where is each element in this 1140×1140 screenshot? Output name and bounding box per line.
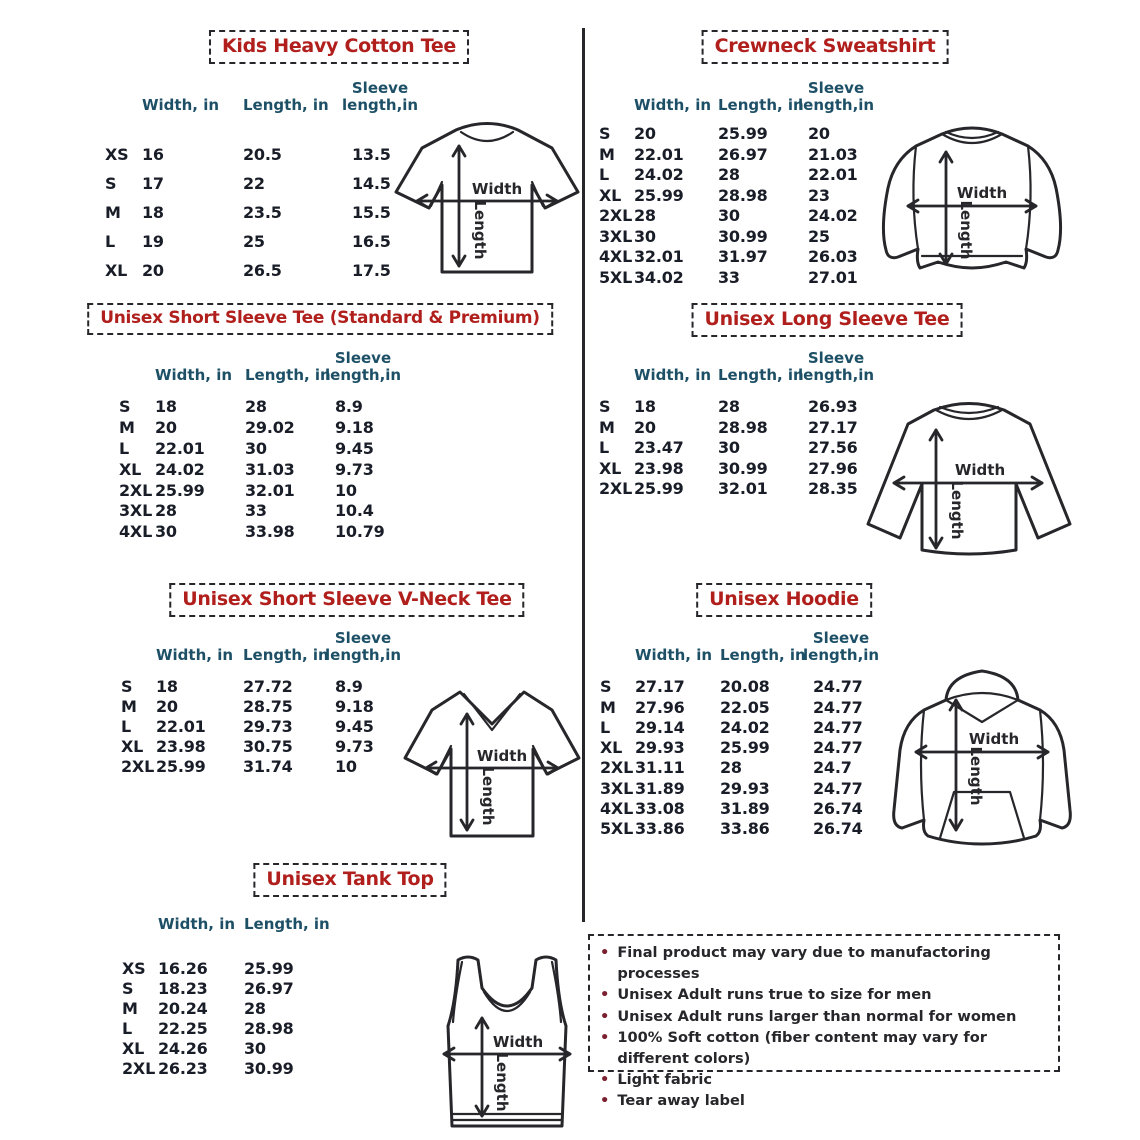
size-label-cell: S — [105, 173, 117, 193]
measurement-cell: 22 — [243, 173, 265, 193]
length-arrow-label: Length — [967, 746, 985, 806]
measurement-cell: 31.74 — [243, 757, 293, 777]
measurement-cell: 31.03 — [245, 459, 295, 479]
measurement-cell: 24.26 — [158, 1039, 208, 1059]
size-table-tank-top — [122, 916, 344, 1079]
measurement-cell: 30 — [634, 226, 656, 246]
measurement-cell: 33.98 — [245, 522, 295, 542]
size-label-cell: M — [122, 999, 138, 1019]
measurement-cell: 24.77 — [813, 738, 863, 758]
measurement-cell: 16.5 — [352, 231, 391, 251]
size-label-cell: XL — [600, 738, 623, 758]
hoodie-illustration — [882, 662, 1082, 858]
measurement-cell: 31.89 — [720, 799, 770, 819]
column-header: Width, in — [156, 645, 234, 664]
measurement-cell: 20 — [808, 124, 830, 144]
size-label-cell: M — [121, 697, 137, 717]
section-title-crewneck: Crewneck Sweatshirt — [702, 30, 949, 64]
column-header: Sleeve length,in — [798, 79, 875, 114]
measurement-cell: 30.99 — [718, 226, 768, 246]
measurement-cell: 9.73 — [335, 459, 374, 479]
size-label-cell: M — [105, 202, 121, 222]
measurement-cell: 8.9 — [335, 677, 363, 697]
note-text: Unisex Adult runs larger than normal for women — [617, 1007, 1017, 1025]
column-header: Length, in — [243, 95, 329, 114]
table-body — [121, 677, 415, 777]
size-label-cell: XL — [122, 1039, 145, 1059]
measurement-cell: 22.01 — [808, 165, 858, 185]
measurement-cell: 25.99 — [156, 757, 206, 777]
section-title-hoodie: Unisex Hoodie — [696, 583, 872, 617]
size-label-cell: 4XL — [119, 522, 153, 542]
size-label-cell: M — [599, 144, 615, 164]
measurement-cell: 26.74 — [813, 799, 863, 819]
measurement-cell: 33.86 — [720, 819, 770, 839]
column-header: Width, in — [634, 365, 712, 384]
length-arrow-label: Length — [471, 200, 489, 260]
measurement-cell: 9.73 — [335, 737, 374, 757]
measurement-cell: 22.01 — [634, 144, 684, 164]
size-label-cell: L — [119, 439, 129, 459]
size-label-cell: S — [119, 397, 131, 417]
length-arrow-label: Length — [957, 200, 975, 260]
table-header-row — [122, 916, 344, 933]
measurement-cell: 18 — [142, 202, 164, 222]
size-table-long-sleeve-tee — [599, 350, 888, 499]
measurement-cell: 28.75 — [243, 697, 293, 717]
size-label-cell: L — [599, 165, 609, 185]
measurement-cell: 28 — [720, 758, 742, 778]
size-label-cell: 2XL — [121, 757, 155, 777]
section-title-kids-tee: Kids Heavy Cotton Tee — [209, 30, 469, 64]
size-label-cell: XL — [105, 260, 128, 280]
size-label-cell: 2XL — [599, 206, 633, 226]
measurement-cell: 20 — [142, 260, 164, 280]
size-table-kids-tee — [105, 80, 436, 285]
section-title-tank-top: Unisex Tank Top — [253, 863, 446, 897]
measurement-cell: 22.01 — [155, 439, 205, 459]
measurement-cell: 20.24 — [158, 999, 208, 1019]
measurement-cell: 27.56 — [808, 438, 858, 458]
note-text: Tear away label — [617, 1092, 745, 1110]
note-text: Final product may vary due to manufactoring processes — [617, 944, 991, 983]
bullet-icon: • — [600, 1007, 610, 1025]
size-label-cell: S — [600, 677, 612, 697]
kids-tee-illustration — [390, 108, 585, 293]
column-header: Sleeve length,in — [342, 79, 419, 114]
note-item — [600, 1027, 1048, 1069]
size-label-cell: 3XL — [600, 778, 634, 798]
measurement-cell: 24.02 — [808, 206, 858, 226]
measurement-cell: 24.02 — [634, 165, 684, 185]
column-header: Width, in — [142, 95, 220, 114]
table-header-row — [105, 80, 436, 114]
section-title-short-sleeve-tee: Unisex Short Sleeve Tee (Standard & Premium) — [87, 303, 553, 335]
long-sleeve-tee-illustration — [860, 390, 1078, 572]
measurement-cell: 30 — [718, 438, 740, 458]
note-text: Light fabric — [617, 1071, 713, 1089]
measurement-cell: 17.5 — [352, 260, 391, 280]
measurement-cell: 27.17 — [808, 417, 858, 437]
note-item — [600, 1006, 1048, 1027]
measurement-cell: 9.45 — [335, 439, 374, 459]
bullet-icon: • — [600, 944, 610, 961]
measurement-cell: 20 — [155, 418, 177, 438]
table-body — [122, 959, 344, 1079]
width-arrow-label: Width — [471, 180, 523, 198]
measurement-cell: 24.77 — [813, 677, 863, 697]
size-label-cell: 3XL — [599, 226, 633, 246]
size-table-vneck-tee — [121, 630, 415, 777]
length-arrow-label: Length — [948, 480, 966, 540]
measurement-cell: 13.5 — [352, 144, 391, 164]
measurement-cell: 9.45 — [335, 717, 374, 737]
table-header-row — [599, 80, 888, 114]
size-label-cell: L — [600, 717, 610, 737]
measurement-cell: 27.96 — [635, 697, 685, 717]
width-arrow-label: Width — [956, 184, 1008, 202]
size-label-cell: S — [122, 979, 134, 999]
measurement-cell: 20 — [156, 697, 178, 717]
measurement-cell: 18 — [155, 397, 177, 417]
section-title-long-sleeve-tee: Unisex Long Sleeve Tee — [692, 303, 963, 337]
size-label-cell: 5XL — [600, 819, 634, 839]
measurement-cell: 33 — [245, 501, 267, 521]
bullet-icon: • — [600, 1028, 610, 1046]
measurement-cell: 26.97 — [244, 979, 294, 999]
column-header: Sleeve length,in — [803, 629, 880, 664]
measurement-cell: 25.99 — [244, 959, 294, 979]
measurement-cell: 29.14 — [635, 717, 685, 737]
size-label-cell: XL — [119, 459, 142, 479]
column-header: Length, in — [245, 365, 331, 384]
column-header: Sleeve length,in — [798, 349, 875, 384]
measurement-cell: 19 — [142, 231, 164, 251]
measurement-cell: 22.01 — [156, 717, 206, 737]
measurement-cell: 29.93 — [635, 738, 685, 758]
table-header-row — [121, 630, 415, 664]
length-arrow-label: Length — [493, 1052, 511, 1112]
measurement-cell: 31.89 — [635, 778, 685, 798]
measurement-cell: 20 — [634, 417, 656, 437]
column-header: Length, in — [718, 365, 804, 384]
size-label-cell: S — [121, 677, 133, 697]
measurement-cell: 8.9 — [335, 397, 363, 417]
measurement-cell: 24.02 — [720, 717, 770, 737]
measurement-cell: 25.99 — [720, 738, 770, 758]
measurement-cell: 16 — [142, 144, 164, 164]
measurement-cell: 29.02 — [245, 418, 295, 438]
table-body — [119, 397, 415, 543]
measurement-cell: 16.26 — [158, 959, 208, 979]
note-item — [600, 942, 1048, 984]
column-header: Length, in — [718, 95, 804, 114]
measurement-cell: 23.98 — [156, 737, 206, 757]
measurement-cell: 27.17 — [635, 677, 685, 697]
measurement-cell: 28 — [718, 397, 740, 417]
note-text: Unisex Adult runs true to size for men — [617, 986, 932, 1004]
measurement-cell: 34.02 — [634, 267, 684, 287]
column-header: Width, in — [155, 365, 233, 384]
measurement-cell: 25.99 — [718, 124, 768, 144]
measurement-cell: 28 — [244, 999, 266, 1019]
size-table-hoodie — [600, 630, 893, 839]
measurement-cell: 28.35 — [808, 479, 858, 499]
measurement-cell: 23.98 — [634, 458, 684, 478]
measurement-cell: 21.03 — [808, 144, 858, 164]
width-arrow-label: Width — [492, 1033, 544, 1051]
measurement-cell: 33.86 — [635, 819, 685, 839]
column-header: Width, in — [158, 915, 236, 933]
measurement-cell: 32.01 — [245, 480, 295, 500]
measurement-cell: 24.77 — [813, 778, 863, 798]
size-label-cell: 2XL — [600, 758, 634, 778]
size-label-cell: XL — [599, 185, 622, 205]
measurement-cell: 26.5 — [243, 260, 282, 280]
measurement-cell: 23.47 — [634, 438, 684, 458]
measurement-cell: 10 — [335, 757, 357, 777]
size-label-cell: 5XL — [599, 267, 633, 287]
section-title-vneck-tee: Unisex Short Sleeve V-Neck Tee — [169, 583, 524, 617]
measurement-cell: 10 — [335, 480, 357, 500]
measurement-cell: 9.18 — [335, 418, 374, 438]
measurement-cell: 30 — [718, 206, 740, 226]
column-header: Width, in — [635, 645, 713, 664]
measurement-cell: 33.08 — [635, 799, 685, 819]
size-label-cell: XS — [122, 959, 146, 979]
measurement-cell: 30.75 — [243, 737, 293, 757]
note-item — [600, 984, 1048, 1005]
measurement-cell: 25.99 — [634, 479, 684, 499]
measurement-cell: 28 — [155, 501, 177, 521]
size-label-cell: L — [599, 438, 609, 458]
measurement-cell: 30.99 — [718, 458, 768, 478]
measurement-cell: 28.98 — [718, 417, 768, 437]
measurement-cell: 32.01 — [634, 247, 684, 267]
measurement-cell: 24.7 — [813, 758, 852, 778]
table-header-row — [599, 350, 888, 384]
measurement-cell: 27.72 — [243, 677, 293, 697]
note-item — [600, 1090, 1048, 1111]
measurement-cell: 33 — [718, 267, 740, 287]
measurement-cell: 15.5 — [352, 202, 391, 222]
measurement-cell: 26.03 — [808, 247, 858, 267]
measurement-cell: 23.5 — [243, 202, 282, 222]
column-header: Width, in — [634, 95, 712, 114]
size-table-short-sleeve-tee — [119, 350, 415, 542]
measurement-cell: 20.08 — [720, 677, 770, 697]
measurement-cell: 20 — [634, 124, 656, 144]
size-label-cell: M — [600, 697, 616, 717]
vneck-tee-illustration — [400, 668, 585, 856]
measurement-cell: 23 — [808, 185, 830, 205]
measurement-cell: 22.05 — [720, 697, 770, 717]
size-table-crewneck — [599, 80, 888, 288]
measurement-cell: 9.18 — [335, 697, 374, 717]
measurement-cell: 29.93 — [720, 778, 770, 798]
measurement-cell: 26.97 — [718, 144, 768, 164]
measurement-cell: 25.99 — [634, 185, 684, 205]
column-header: Sleeve length,in — [325, 349, 402, 384]
measurement-cell: 30.99 — [244, 1059, 294, 1079]
table-body — [600, 677, 893, 839]
size-label-cell: 3XL — [119, 501, 153, 521]
bullet-icon: • — [600, 1092, 610, 1110]
crewneck-sweatshirt-illustration — [866, 116, 1078, 294]
note-item — [600, 1069, 1048, 1090]
table-body — [105, 140, 436, 285]
measurement-cell: 26.93 — [808, 397, 858, 417]
measurement-cell: 14.5 — [352, 173, 391, 193]
measurement-cell: 28 — [634, 206, 656, 226]
size-label-cell: XS — [105, 144, 129, 164]
column-header: Length, in — [244, 915, 330, 933]
width-arrow-label: Width — [954, 461, 1006, 479]
size-label-cell: 4XL — [600, 799, 634, 819]
size-label-cell: M — [119, 418, 135, 438]
size-label-cell: L — [122, 1019, 132, 1039]
size-label-cell: S — [599, 397, 611, 417]
measurement-cell: 32.01 — [718, 479, 768, 499]
measurement-cell: 30 — [155, 522, 177, 542]
measurement-cell: 17 — [142, 173, 164, 193]
table-header-row — [600, 630, 893, 664]
bullet-icon: • — [600, 986, 610, 1004]
column-header: Sleeve length,in — [325, 629, 402, 664]
measurement-cell: 24.77 — [813, 697, 863, 717]
length-arrow-label: Length — [479, 766, 497, 826]
measurement-cell: 18.23 — [158, 979, 208, 999]
measurement-cell: 24.77 — [813, 717, 863, 737]
width-arrow-label: Width — [476, 747, 528, 765]
measurement-cell: 30 — [244, 1039, 266, 1059]
measurement-cell: 26.74 — [813, 819, 863, 839]
column-header: Length, in — [720, 645, 806, 664]
product-notes-box — [588, 934, 1060, 1110]
measurement-cell: 18 — [156, 677, 178, 697]
measurement-cell: 28.98 — [718, 185, 768, 205]
measurement-cell: 26.23 — [158, 1059, 208, 1079]
size-label-cell: S — [599, 124, 611, 144]
size-label-cell: XL — [599, 458, 622, 478]
measurement-cell: 22.25 — [158, 1019, 208, 1039]
note-text: 100% Soft cotton (fiber content may vary for different colors) — [617, 1028, 987, 1068]
size-label-cell: 4XL — [599, 247, 633, 267]
column-header: Length, in — [243, 645, 329, 664]
measurement-cell: 28 — [718, 165, 740, 185]
size-label-cell: 2XL — [119, 480, 153, 500]
size-label-cell: XL — [121, 737, 144, 757]
measurement-cell: 20.5 — [243, 144, 282, 164]
measurement-cell: 31.97 — [718, 247, 768, 267]
width-arrow-label: Width — [968, 730, 1020, 748]
size-label-cell: 2XL — [599, 479, 633, 499]
measurement-cell: 30 — [245, 439, 267, 459]
measurement-cell: 25 — [808, 226, 830, 246]
measurement-cell: 28 — [245, 397, 267, 417]
measurement-cell: 31.11 — [635, 758, 685, 778]
measurement-cell: 24.02 — [155, 459, 205, 479]
measurement-cell: 10.79 — [335, 522, 385, 542]
measurement-cell: 18 — [634, 397, 656, 417]
measurement-cell: 28.98 — [244, 1019, 294, 1039]
measurement-cell: 27.01 — [808, 267, 858, 287]
measurement-cell: 27.96 — [808, 458, 858, 478]
table-body — [599, 397, 888, 500]
size-label-cell: L — [121, 717, 131, 737]
table-header-row — [119, 350, 415, 384]
measurement-cell: 10.4 — [335, 501, 374, 521]
size-label-cell: L — [105, 231, 115, 251]
measurement-cell: 29.73 — [243, 717, 293, 737]
table-body — [599, 124, 888, 288]
size-label-cell: M — [599, 417, 615, 437]
measurement-cell: 25.99 — [155, 480, 205, 500]
tank-top-illustration — [420, 948, 595, 1136]
measurement-cell: 25 — [243, 231, 265, 251]
size-label-cell: 2XL — [122, 1059, 156, 1079]
bullet-icon: • — [600, 1071, 610, 1089]
